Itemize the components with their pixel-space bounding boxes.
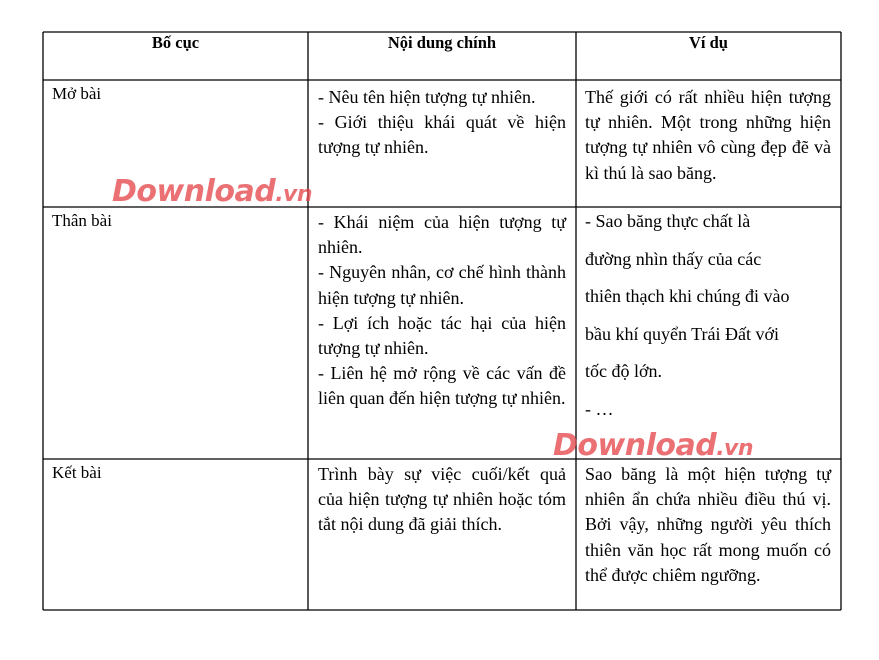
conclusion-example [585,462,831,588]
watermark-logo: Download.vn [112,174,313,209]
body-example [585,203,831,428]
intro-content [318,85,566,161]
row-label-intro: Mở bài [52,84,102,103]
list-item: bầu khí quyển Trái Đất với [585,323,780,344]
intro-example [585,85,831,186]
list-item: Sao băng là một hiện tượng tự nhiên ẩn chứa nhiều điều thú vị. Bởi vậy, những người yêu thích thiên văn học rất mong muốn có thể được chiêm ngưỡng. [585,464,831,585]
conclusion-content [318,462,566,538]
list-item: thiên thạch khi chúng đi vào [585,286,790,306]
header-example: Ví dụ [689,33,728,52]
list-item: tốc độ lớn. [585,361,663,381]
list-item: - … [585,398,614,419]
row-label-body: Thân bài [52,211,112,230]
list-item: - Nêu tên hiện tượng tự nhiên. [318,87,536,107]
list-item: Thế giới có rất nhiều hiện tượng tự nhiên. Một trong những hiện tượng tự nhiên vô cùng đẹp đẽ và kì thú là sao băng. [585,87,831,183]
list-item: - Lợi ích hoặc tác hại của hiện tượng tự nhiên. [318,312,566,359]
list-item: - Nguyên nhân, cơ chế hình thành hiện tượng tự nhiên. [318,262,566,308]
list-item: Trình bày sự việc cuối/kết quả của hiện tượng tự nhiên hoặc tóm tắt nội dung đã giải thích. [318,464,566,535]
watermark-logo: Download.vn [553,428,754,463]
list-item: - Giới thiệu khái quát về hiện tượng tự nhiên. [318,112,566,158]
body-content [318,210,566,412]
list-item: - Khái niệm của hiện tượng tự nhiên. [318,212,566,258]
header-layout: Bố cục [151,33,200,52]
header-main-content: Nội dung chính [387,33,497,52]
list-item: đường nhìn thấy của các [585,248,762,269]
list-item: - Liên hệ mở rộng về các vấn đề liên quan đến hiện tượng tự nhiên. [318,363,566,409]
row-label-conclusion: Kết bài [52,463,102,482]
list-item: - Sao băng thực chất là [585,211,751,231]
